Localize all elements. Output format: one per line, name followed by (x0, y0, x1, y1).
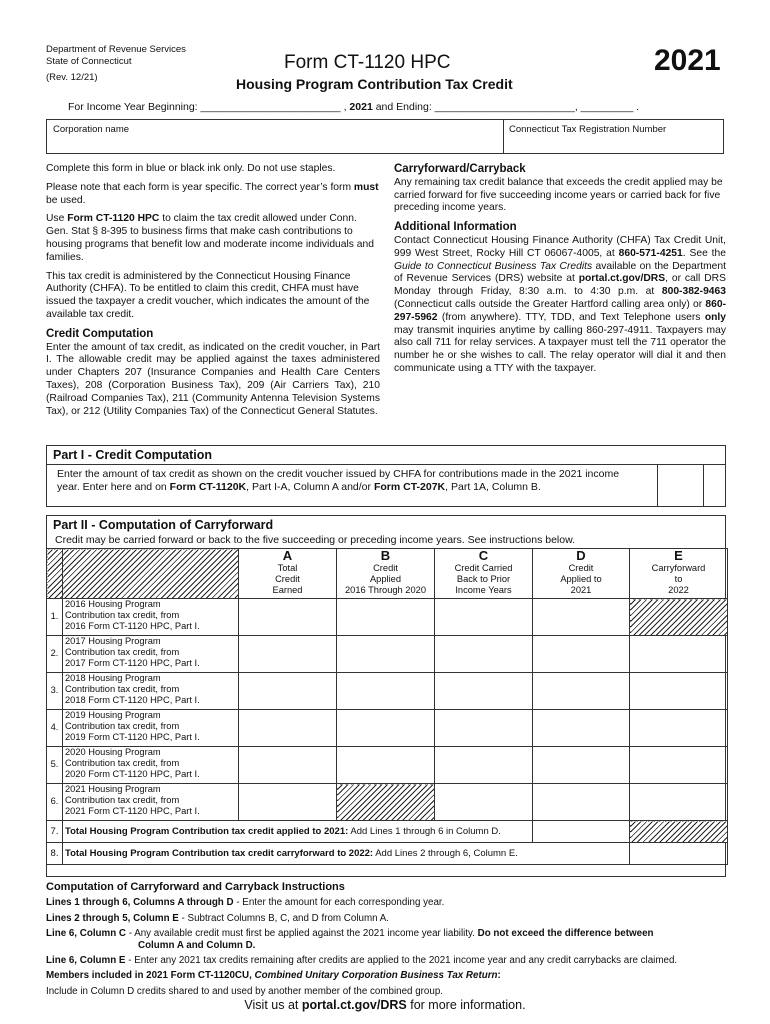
carryforward-table (46, 548, 728, 865)
income-year-prefix: For Income Year Beginning: ________________________ , (68, 101, 347, 113)
additional-info-text: Contact Connecticut Housing Finance Authority (CHFA) Tax Credit Unit, 999 West Street, Rocky Hill CT 06067-4005, at 860-571-4251. See the Guide to Connecticut Business Tax Credits available on the Department of Revenue Services (DRS) website at portal.ct.gov/DRS, or call DRS Monday through Friday, 8:30 a.m. to 4:30 p.m. at 800-382-9463 (Connecticut calls outside the Greater Hartford calling area only) or 860-297-5962 (from anywhere). TTY, TDD, and Text Telephone users only may transmit inquiries anytime by calling 860-297-4911. Taxpayers may also call 711 for relay services. A taxpayer must tell the 711 operator the number he or she wishes to call. The relay operator will dial it and then communicate using a TTY with the taxpayer. (394, 234, 726, 374)
column-header-a: A Total Credit Earned (239, 549, 337, 599)
instruction-line: Include in Column D credits shared to and used by another member of the combined group. (46, 985, 443, 997)
part1-credit-computation (46, 445, 726, 507)
row6-col-e[interactable] (630, 784, 728, 821)
part1-amount-field[interactable] (658, 465, 703, 506)
additional-info-heading: Additional Information (394, 221, 517, 234)
row8-label: Total Housing Program Contribution tax credit carryforward to 2022: Add Lines 2 through 6, Column E. (63, 843, 630, 865)
total-row-7: 7. Total Housing Program Contribution tax credit applied to 2021: Add Lines 1 through 6 in Column D. (47, 821, 728, 843)
instruction-line: Line 6, Column C - Any available credit must first be applied against the 2021 income year liability. Do not exceed the difference between (46, 928, 654, 940)
part2-carryforward (46, 515, 726, 877)
income-year-suffix: and Ending: ________________________, _________ . (375, 101, 640, 113)
row3-col-d[interactable] (533, 673, 630, 710)
corporation-info-box (46, 119, 724, 154)
instruction-line: Lines 1 through 6, Columns A through D - Enter the amount for each corresponding year. (46, 897, 445, 909)
hatched-cell (630, 821, 728, 843)
column-header-e: E Carryforward to 2022 (630, 549, 728, 599)
row3-col-b[interactable] (337, 673, 435, 710)
row6-col-a[interactable] (239, 784, 337, 821)
hatched-cell (630, 599, 728, 636)
row2-col-b[interactable] (337, 636, 435, 673)
row4-col-c[interactable] (435, 710, 533, 747)
form-subtitle: Housing Program Contribution Tax Credit (236, 76, 513, 92)
row7-label: Total Housing Program Contribution tax credit applied to 2021: Add Lines 1 through 6 in Column D. (63, 821, 533, 843)
row3-col-a[interactable] (239, 673, 337, 710)
income-year-line[interactable] (68, 101, 639, 113)
row-label: 2017 Housing Program Contribution tax credit, from 2017 Form CT-1120 HPC, Part I. (63, 636, 239, 673)
column-header-d: D Credit Applied to 2021 (533, 549, 630, 599)
divider (503, 120, 504, 153)
instructions-left-column (46, 163, 380, 424)
table-header-row (47, 549, 728, 599)
dept-name: Department of Revenue Services (46, 44, 186, 55)
part1-text: Enter the amount of tax credit as shown on the credit voucher issued by CHFA for contributions made in the 2021 income year. Enter here and on Form CT-1120K, Part I-A, Column A and/or Form CT-207K, Part 1A, Column B. (57, 468, 620, 493)
form-title: Form CT-1120 HPC (284, 52, 451, 73)
agency-header (46, 44, 186, 84)
portal-link[interactable]: portal.ct.gov/DRS (578, 273, 666, 285)
row1-col-b[interactable] (337, 599, 435, 636)
tax-year: 2021 (654, 44, 721, 77)
instruction-line-continued: Column A and Column D. (138, 939, 256, 951)
part1-cents-field[interactable] (704, 465, 725, 506)
row5-col-b[interactable] (337, 747, 435, 784)
column-header-c: C Credit Carried Back to Prior Income Years (435, 549, 533, 599)
hatched-cell (47, 549, 63, 599)
footer: Visit us at portal.ct.gov/DRS for more information. (244, 998, 526, 1012)
instruction-line: Line 6, Column E - Enter any 2021 tax credits remaining after credits are applied to the 2021 income year and any credit carrybacks are claimed. (46, 955, 678, 967)
hatched-cell (337, 784, 435, 821)
row1-col-d[interactable] (533, 599, 630, 636)
table-row: 4. 2019 Housing Program Contribution tax credit, from 2019 Form CT-1120 HPC, Part I. (47, 710, 728, 747)
table-row: 5. 2020 Housing Program Contribution tax credit, from 2020 Form CT-1120 HPC, Part I. (47, 747, 728, 784)
row1-col-c[interactable] (435, 599, 533, 636)
row5-col-a[interactable] (239, 747, 337, 784)
row6-col-d[interactable] (533, 784, 630, 821)
row2-col-d[interactable] (533, 636, 630, 673)
footer-portal-link[interactable]: portal.ct.gov/DRS (301, 998, 407, 1012)
part2-subtitle: Credit may be carried forward or back to the five succeeding or preceding income years. See instructions below. (55, 534, 576, 546)
credit-computation-text: Enter the amount of tax credit, as indicated on the credit voucher, in Part I. The allowable credit may be applied against the taxes administered under Chapters 207 (Insurance Companies and Health Care Centers Taxes), 208 (Corporation Business Tax), 209 (Air Carriers Tax), 210 (Railroad Companies Tax), 211 (Community Antenna Television Systems Tax), or 212 (Utility Companies Tax) of the Connecticut General Statutes. (46, 341, 380, 417)
ink-note: Complete this form in blue or black ink only. Do not use staples. (46, 163, 336, 174)
row-label: 2020 Housing Program Contribution tax credit, from 2020 Form CT-1120 HPC, Part I. (63, 747, 239, 784)
chfa-note: This tax credit is administered by the Connecticut Housing Finance Authority (CHFA). To be entitled to claim this credit, CHFA must have issued the taxpayer a credit voucher, which indicates the amount of the available tax credit. (46, 270, 370, 320)
year-specific-note: Please note that each form is year specific. The correct year’s form must be used. (46, 181, 379, 206)
row8-col-e[interactable] (630, 843, 728, 865)
column-header-b: B Credit Applied 2016 Through 2020 (337, 549, 435, 599)
instruction-line: Lines 2 through 5, Column E - Subtract Columns B, C, and D from Column A. (46, 912, 389, 924)
table-row: 1. 2016 Housing Program Contribution tax credit, from 2016 Form CT-1120 HPC, Part I. (47, 599, 728, 636)
part1-title: Part I - Credit Computation (47, 446, 725, 465)
state-name: State of Connecticut (46, 56, 132, 67)
instructions-right-column (394, 163, 726, 382)
row6-col-c[interactable] (435, 784, 533, 821)
instructions-heading: Computation of Carryforward and Carryback Instructions (46, 881, 345, 893)
carryforward-instructions (46, 880, 736, 999)
income-year-year: 2021 (349, 101, 373, 113)
row2-col-a[interactable] (239, 636, 337, 673)
row-label: 2019 Housing Program Contribution tax credit, from 2019 Form CT-1120 HPC, Part I. (63, 710, 239, 747)
credit-computation-heading: Credit Computation (46, 327, 154, 340)
hatched-cell (63, 549, 239, 599)
instruction-line: Members included in 2021 Form CT-1120CU, Combined Unitary Corporation Business Tax Return: (46, 970, 501, 982)
row3-col-c[interactable] (435, 673, 533, 710)
row4-col-d[interactable] (533, 710, 630, 747)
row-label: 2018 Housing Program Contribution tax credit, from 2018 Form CT-1120 HPC, Part I. (63, 673, 239, 710)
carryforward-text: Any remaining tax credit balance that exceeds the credit applied may be carried forward for five succeeding income years or carried back for five preceding income years. (394, 176, 723, 214)
corporation-name-field[interactable]: Corporation name (53, 124, 130, 135)
row7-col-d[interactable] (533, 821, 630, 843)
row-label: 2016 Housing Program Contribution tax credit, from 2016 Form CT-1120 HPC, Part I. (63, 599, 239, 636)
row4-col-a[interactable] (239, 710, 337, 747)
part2-title: Part II - Computation of Carryforward (53, 518, 274, 532)
row3-col-e[interactable] (630, 673, 728, 710)
row1-col-a[interactable] (239, 599, 337, 636)
row2-col-e[interactable] (630, 636, 728, 673)
revision-date: (Rev. 12/21) (46, 72, 98, 83)
row4-col-e[interactable] (630, 710, 728, 747)
tax-registration-field[interactable]: Connecticut Tax Registration Number (509, 124, 667, 135)
row5-col-d[interactable] (533, 747, 630, 784)
carryforward-heading: Carryforward/Carryback (394, 163, 526, 175)
total-row-8: 8. Total Housing Program Contribution tax credit carryforward to 2022: Add Lines 2 through 6, Column E. (47, 843, 728, 865)
row4-col-b[interactable] (337, 710, 435, 747)
table-row: 3. 2018 Housing Program Contribution tax credit, from 2018 Form CT-1120 HPC, Part I. (47, 673, 728, 710)
row5-col-e[interactable] (630, 747, 728, 784)
table-row: 2. 2017 Housing Program Contribution tax credit, from 2017 Form CT-1120 HPC, Part I. (47, 636, 728, 673)
row2-col-c[interactable] (435, 636, 533, 673)
use-form-note: Use Form CT-1120 HPC to claim the tax credit allowed under Conn. Gen. Stat § 8-395 to business firms that make cash contributions to housing programs that benefit low and moderate income individuals and families. (46, 213, 374, 263)
table-row: 6. 2021 Housing Program Contribution tax credit, from 2021 Form CT-1120 HPC, Part I. (47, 784, 728, 821)
row-label: 2021 Housing Program Contribution tax credit, from 2021 Form CT-1120 HPC, Part I. (63, 784, 239, 821)
row5-col-c[interactable] (435, 747, 533, 784)
